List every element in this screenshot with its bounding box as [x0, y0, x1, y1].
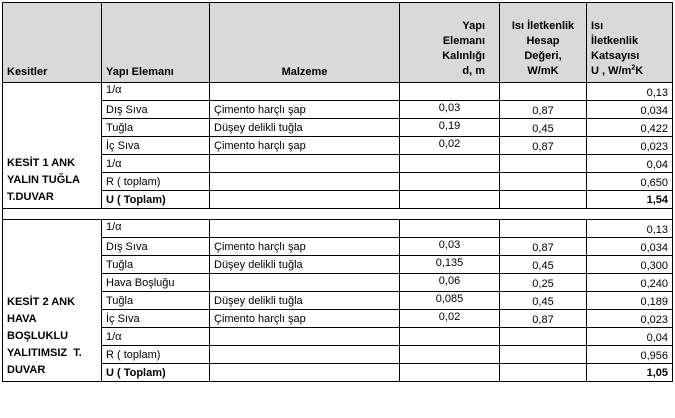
- u-value-cell: 0,422: [587, 119, 673, 137]
- section-label-line: KESİT 2 ANK: [7, 296, 76, 308]
- section-label-line: DUVAR: [7, 364, 46, 376]
- u-value-cell: 0,023: [587, 310, 673, 328]
- header-hesap-line: Hesap: [526, 35, 560, 47]
- header-hesap-line: Değeri,: [524, 50, 562, 62]
- u-value-cell: 0,240: [587, 274, 673, 292]
- thickness-cell: 0,19: [400, 119, 500, 137]
- section-label-line: T.DUVAR: [7, 191, 54, 203]
- conductivity-cell: [500, 173, 587, 191]
- heat-transfer-table: [2, 2, 673, 382]
- element-cell: R ( toplam): [102, 346, 210, 364]
- element-cell: Tuğla: [102, 119, 210, 137]
- thickness-cell: [400, 346, 500, 364]
- unit-text: K: [635, 65, 644, 77]
- material-cell: Çimento harçlı şap: [210, 101, 400, 119]
- u-value-cell: 0,956: [587, 346, 673, 364]
- table-row: [3, 137, 673, 155]
- u-value-cell: 0,300: [587, 256, 673, 274]
- total-row: [3, 191, 673, 209]
- material-cell: Çimento harçlı şap: [210, 310, 400, 328]
- conductivity-cell: [500, 328, 587, 346]
- section-1-label: [3, 83, 102, 209]
- conductivity-cell: [500, 346, 587, 364]
- u-value-cell: 0,13: [587, 220, 673, 238]
- total-u-value: 1,05: [587, 364, 673, 382]
- conductivity-cell: 0,45: [500, 256, 587, 274]
- element-cell: İç Sıva: [102, 310, 210, 328]
- material-cell: [210, 364, 400, 382]
- element-cell: İç Sıva: [102, 137, 210, 155]
- material-cell: [210, 346, 400, 364]
- element-cell: 1/α: [102, 155, 210, 173]
- table-row: [3, 346, 673, 364]
- u-value-cell: 0,650: [587, 173, 673, 191]
- header-kalinlik: [400, 3, 500, 83]
- section-label-line: BOŞLUKLU: [7, 330, 69, 342]
- thickness-cell: 0,02: [400, 137, 500, 155]
- table-row: [3, 292, 673, 310]
- element-cell: R ( toplam): [102, 173, 210, 191]
- table-row: [3, 310, 673, 328]
- material-cell: Düşey delikli tuğla: [210, 256, 400, 274]
- header-kesitler: Kesitler: [3, 3, 102, 83]
- thickness-cell: [400, 191, 500, 209]
- thickness-cell: [400, 220, 500, 238]
- element-cell: Tuğla: [102, 256, 210, 274]
- thickness-cell: 0,02: [400, 310, 500, 328]
- conductivity-cell: 0,87: [500, 310, 587, 328]
- header-malzeme: Malzeme: [210, 3, 400, 83]
- header-katsayi-line: Katsayısı: [591, 50, 640, 62]
- thickness-cell: 0,06: [400, 274, 500, 292]
- element-cell: Tuğla: [102, 292, 210, 310]
- unit-text: U , W/m: [591, 65, 632, 77]
- conductivity-cell: 0,45: [500, 119, 587, 137]
- header-kalinlik-line: d, m: [462, 65, 485, 77]
- section-label-line: KESİT 1 ANK: [7, 157, 76, 169]
- material-cell: Çimento harçlı şap: [210, 238, 400, 256]
- u-value-cell: 0,13: [587, 83, 673, 101]
- material-cell: [210, 83, 400, 101]
- material-cell: [210, 191, 400, 209]
- u-value-cell: 0,034: [587, 238, 673, 256]
- spacer-row: [3, 209, 673, 220]
- table-row: [3, 328, 673, 346]
- u-value-cell: 0,189: [587, 292, 673, 310]
- material-cell: [210, 274, 400, 292]
- u-value-cell: 0,023: [587, 137, 673, 155]
- table-row: [3, 83, 673, 101]
- thickness-cell: [400, 83, 500, 101]
- header-katsayi-line: İletkenlik: [591, 35, 639, 47]
- material-cell: Çimento harçlı şap: [210, 137, 400, 155]
- total-label: U ( Toplam): [102, 364, 210, 382]
- material-cell: Düşey delikli tuğla: [210, 119, 400, 137]
- thickness-cell: [400, 364, 500, 382]
- conductivity-cell: 0,87: [500, 101, 587, 119]
- header-katsayi-line: Isı: [591, 20, 604, 32]
- table-row: [3, 238, 673, 256]
- header-kalinlik-line: Yapı: [462, 20, 485, 32]
- section-label-line: HAVA: [7, 313, 37, 325]
- table-row: [3, 173, 673, 191]
- element-cell: Hava Boşluğu: [102, 274, 210, 292]
- total-u-value: 1,54: [587, 191, 673, 209]
- material-cell: Düşey delikli tuğla: [210, 292, 400, 310]
- conductivity-cell: 0,87: [500, 238, 587, 256]
- unit-exponent: 2: [631, 64, 636, 72]
- thickness-cell: [400, 155, 500, 173]
- header-yapi-elemani: Yapı Elemanı: [102, 3, 210, 83]
- section-2-label: [3, 220, 102, 382]
- element-cell: Dış Sıva: [102, 101, 210, 119]
- u-value-cell: 0,04: [587, 155, 673, 173]
- section-label-line: YALITIMSIZ T.: [7, 347, 82, 359]
- table-row: [3, 274, 673, 292]
- section-label-line: YALIN TUĞLA: [7, 174, 80, 186]
- conductivity-cell: 0,25: [500, 274, 587, 292]
- conductivity-cell: [500, 191, 587, 209]
- element-cell: 1/α: [102, 328, 210, 346]
- total-row: [3, 364, 673, 382]
- header-hesap: [500, 3, 587, 83]
- header-katsayi-unit: [591, 64, 668, 79]
- conductivity-cell: 0,87: [500, 137, 587, 155]
- table-row: [3, 256, 673, 274]
- thickness-cell: [400, 173, 500, 191]
- header-kalinlik-line: Kalınlığı: [442, 50, 485, 62]
- conductivity-cell: [500, 83, 587, 101]
- u-value-cell: 0,04: [587, 328, 673, 346]
- material-cell: [210, 155, 400, 173]
- header-row: [3, 3, 673, 83]
- header-kalinlik-line: Elemanı: [442, 35, 485, 47]
- conductivity-cell: [500, 364, 587, 382]
- header-hesap-line: Isı İletkenlik: [511, 20, 575, 32]
- total-label: U ( Toplam): [102, 191, 210, 209]
- element-cell: 1/α: [102, 83, 210, 101]
- material-cell: [210, 328, 400, 346]
- thickness-cell: [400, 328, 500, 346]
- u-value-cell: 0,034: [587, 101, 673, 119]
- element-cell: 1/α: [102, 220, 210, 238]
- element-cell: Dış Sıva: [102, 238, 210, 256]
- header-katsayi: [587, 3, 673, 83]
- conductivity-cell: 0,45: [500, 292, 587, 310]
- table-row: [3, 119, 673, 137]
- header-hesap-line: W/mK: [527, 65, 559, 77]
- material-cell: [210, 173, 400, 191]
- table-row: [3, 155, 673, 173]
- table-row: [3, 220, 673, 238]
- thickness-cell: 0,03: [400, 238, 500, 256]
- conductivity-cell: [500, 220, 587, 238]
- material-cell: [210, 220, 400, 238]
- conductivity-cell: [500, 155, 587, 173]
- table-row: [3, 101, 673, 119]
- thickness-cell: 0,135: [400, 256, 500, 274]
- spacer-cell: [3, 209, 673, 220]
- thickness-cell: 0,03: [400, 101, 500, 119]
- thickness-cell: 0,085: [400, 292, 500, 310]
